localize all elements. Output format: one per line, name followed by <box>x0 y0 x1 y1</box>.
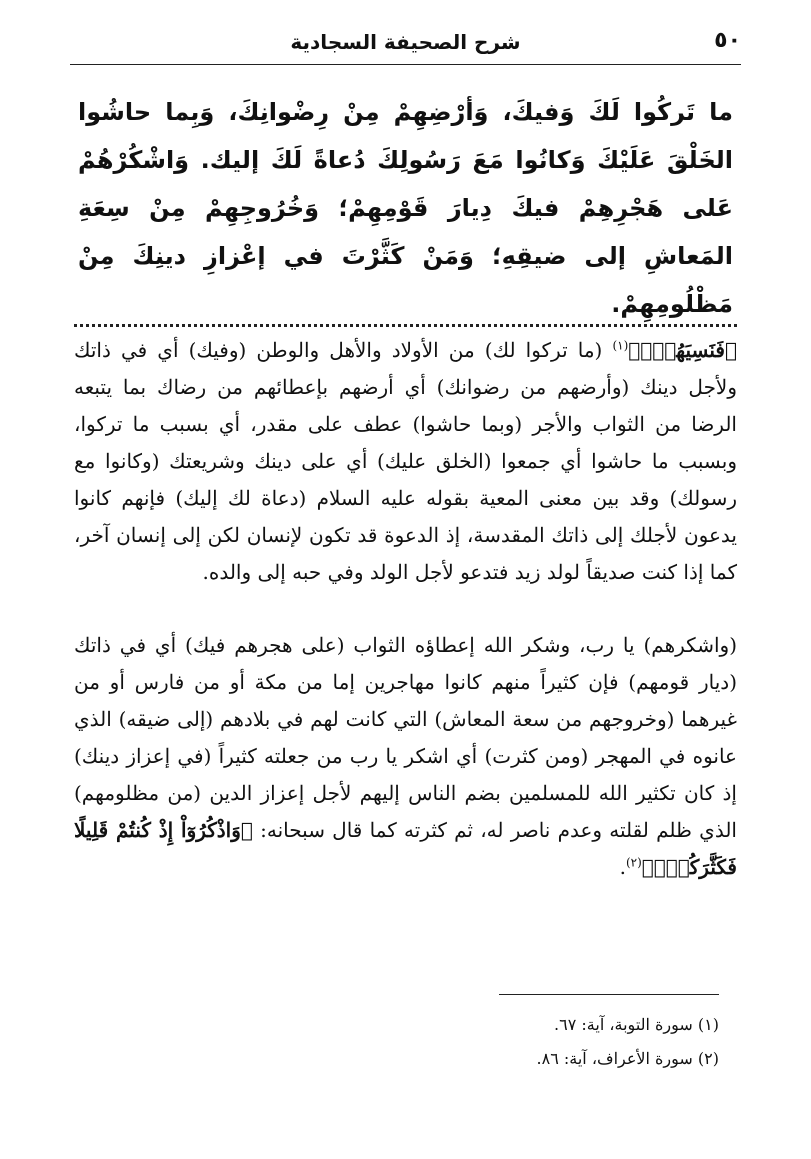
commentary-text: (ما تركوا لك) من الأولاد والأهل والوطن (وفيك) أي في ذاتك ولأجل دينك (وأرضهم من رضوانك) أي أرضهم بإعطائهم من رضاك بما يتبعه الرضا من الثواب والأجر (وبما حاشوا) عطف على مقدر، أي بسبب ما تركوا، وبسبب ما حاشوا أي جمعوا (الخلق عليك) أي على دينك وشريعتك (وكانوا مع رسولك) وقد بين معنى المعية بقوله عليه السلام (دعاة لك إليك) فإنهم كانوا يدعون لأجلك إلى ذاتك المقدسة، إذ الدعوة قد تكون لإنسان لكن إلى إنسان آخر، كما إذا كنت صديقاً لولد زيد فتدعو لأجل الولد وفي حبه إلى والده. <box>74 338 737 584</box>
commentary <box>74 332 737 886</box>
running-title: شرح الصحيفة السجادية <box>290 30 521 54</box>
page-header <box>70 28 741 62</box>
commentary-paragraph-1 <box>74 332 737 591</box>
footnote-ref: (١) <box>612 338 629 353</box>
footnote-2: (٢) سورة الأعراف، آية: ٨٦. <box>536 1049 719 1068</box>
footnote-divider <box>499 994 719 995</box>
page-number: ٥٠ <box>714 28 741 53</box>
header-divider <box>70 64 741 65</box>
quran-quote: ﴿وَاذْكُرُوٓاْ إِذْ كُنتُمْ قَلِيلًا فَكَثَّرَكُمْۖ﴾ <box>74 818 737 879</box>
supplication-text: ما تَركُوا لَكَ وَفيكَ، وَأرْضِهِمْ مِنْ رِضْوانِكَ، وَبِما حاشُوا الخَلْقَ عَلَيْكَ وَكانُوا مَعَ رَسُولِكَ دُعاةً لَكَ إليك. وَاشْكُرْهُمْ عَلى هَجْرِهِمْ فيكَ دِيارَ قَوْمِهِمْ؛ وَخُرُوجِهِمْ مِنْ سِعَةِ المَعاشِ إلى ضيقِهِ؛ وَمَنْ كَثَّرْتَ في إعْزازِ دينِكَ مِنْ مَظْلُومِهِمْ. <box>78 98 733 318</box>
commentary-paragraph-2 <box>74 627 737 886</box>
commentary-text: (واشكرهم) يا رب، وشكر الله إعطاؤه الثواب (على هجرهم فيك) أي في ذاتك (ديار قومهم) فإن كثيراً منهم كانوا مهاجرين إما من مكة أو من فارس أو من غيرهما (وخروجهم من سعة المعاش) التي كانت لهم في بلادهم (إلى ضيقه) الذي عانوه في المهجر (ومن كثرت) أي اشكر يا رب من جعلته كثيراً (في إعزاز دينك) إذ كان تكثير الله للمسلمين بضم الناس إليهم لأجل إعزاز الدين (من مظلومهم) الذي ظلم لقلته وعدم ناصر له، ثم كثرته كما قال سبحانه: <box>74 633 737 842</box>
footnote-ref: (٢) <box>625 855 642 870</box>
quran-quote: ﴿فَنَسِيَهُمْۚ﴾ <box>628 338 737 362</box>
sentence-end: . <box>619 855 626 879</box>
dotted-divider <box>74 324 737 327</box>
footnote-1: (١) سورة التوبة، آية: ٦٧. <box>554 1015 719 1034</box>
footnotes <box>92 1008 719 1076</box>
